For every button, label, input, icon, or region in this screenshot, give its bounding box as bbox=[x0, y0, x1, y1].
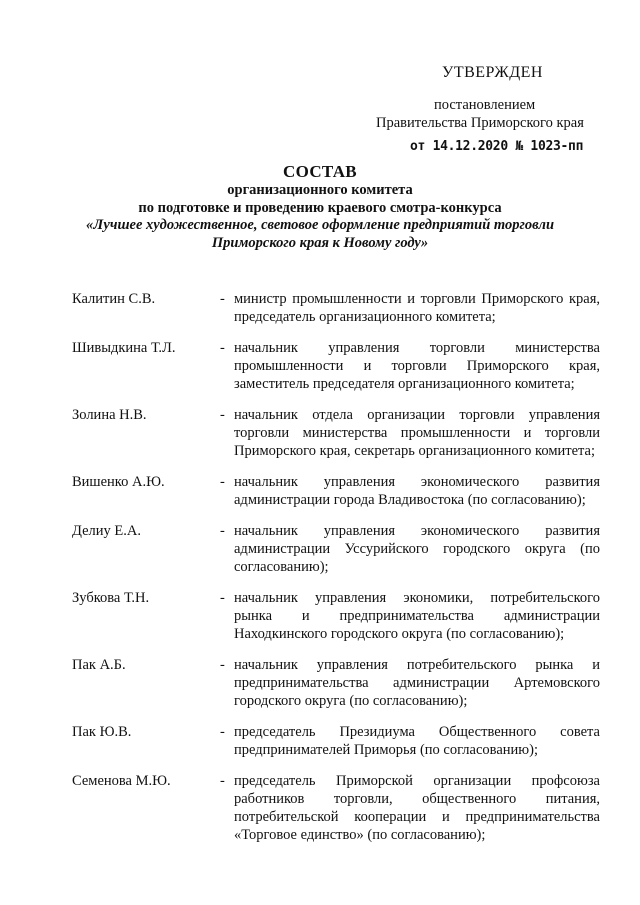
member-name: Пак Ю.В. bbox=[72, 724, 132, 740]
document-title: СОСТАВ bbox=[283, 162, 357, 181]
member-role: начальник управления потребительского рынка и предпринимательства администрации Артемовского городского округа (по согласованию); bbox=[234, 657, 600, 709]
member-row bbox=[72, 290, 600, 326]
member-name: Калитин С.В. bbox=[72, 291, 156, 307]
document-subtitle-line-3: «Лучшее художественное, световое оформление предприятий торговли bbox=[85, 217, 555, 233]
member-dash: - bbox=[220, 291, 225, 307]
member-name: Делиу Е.А. bbox=[72, 523, 141, 539]
member-role: начальник управления экономического развития администрации Уссурийского городского округа (по согласованию); bbox=[234, 523, 600, 575]
approval-date-number-stamp: от 14.12.2020 № 1023-пп bbox=[410, 139, 584, 154]
member-name: Золина Н.В. bbox=[72, 407, 147, 423]
member-row bbox=[72, 339, 600, 393]
approval-heading: УТВЕРЖДЕН bbox=[442, 64, 543, 81]
approval-resolution-label: постановлением bbox=[434, 97, 536, 113]
member-role: начальник управления экономики, потребительского рынка и предпринимательства администрации Находкинского городского округа (по согласованию); bbox=[234, 590, 600, 642]
member-role: начальник управления экономического развития администрации города Владивостока (по согласованию); bbox=[234, 474, 600, 508]
member-dash: - bbox=[220, 590, 225, 606]
document-title-block bbox=[40, 162, 600, 252]
member-dash: - bbox=[220, 657, 225, 673]
member-row bbox=[72, 589, 600, 643]
member-name: Зубкова Т.Н. bbox=[72, 590, 150, 606]
member-name: Вишенко А.Ю. bbox=[72, 474, 165, 490]
member-role: председатель Приморской организации профсоюза работников торговли, общественного питания, потребительской кооперации и предпринимательства «Торговое единство» (по согласованию); bbox=[234, 773, 600, 843]
member-row bbox=[72, 522, 600, 576]
document-subtitle-line-4: Приморского края к Новому году» bbox=[211, 234, 429, 251]
member-role: председатель Президиума Общественного совета предпринимателей Приморья (по согласованию); bbox=[234, 724, 600, 758]
committee-member-list bbox=[72, 290, 600, 857]
member-dash: - bbox=[220, 474, 225, 490]
member-row bbox=[72, 772, 600, 844]
member-dash: - bbox=[220, 340, 225, 356]
member-row bbox=[72, 406, 600, 460]
member-name: Семенова М.Ю. bbox=[72, 773, 171, 789]
document-subtitle-line-2: по подготовке и проведению краевого смотра-конкурса bbox=[138, 199, 502, 216]
member-name: Пак А.Б. bbox=[72, 657, 126, 673]
member-name: Шивыдкина Т.Л. bbox=[72, 340, 176, 356]
member-role: начальник управления торговли министерства промышленности и торговли Приморского края, заместитель председателя организационного комитета; bbox=[234, 340, 600, 392]
member-row bbox=[72, 473, 600, 509]
approval-block bbox=[360, 64, 600, 156]
member-dash: - bbox=[220, 724, 225, 740]
member-row bbox=[72, 723, 600, 759]
member-dash: - bbox=[220, 523, 225, 539]
approval-authority: Правительства Приморского края bbox=[376, 115, 584, 131]
member-role: начальник отдела организации торговли управления торговли министерства промышленности и торговли Приморского края, секретарь организационного комитета; bbox=[234, 407, 600, 459]
document-subtitle-line-1: организационного комитета bbox=[227, 182, 413, 198]
member-dash: - bbox=[220, 407, 225, 423]
member-role: министр промышленности и торговли Приморского края, председатель организационного комитета; bbox=[234, 291, 600, 325]
member-dash: - bbox=[220, 773, 225, 789]
member-row bbox=[72, 656, 600, 710]
